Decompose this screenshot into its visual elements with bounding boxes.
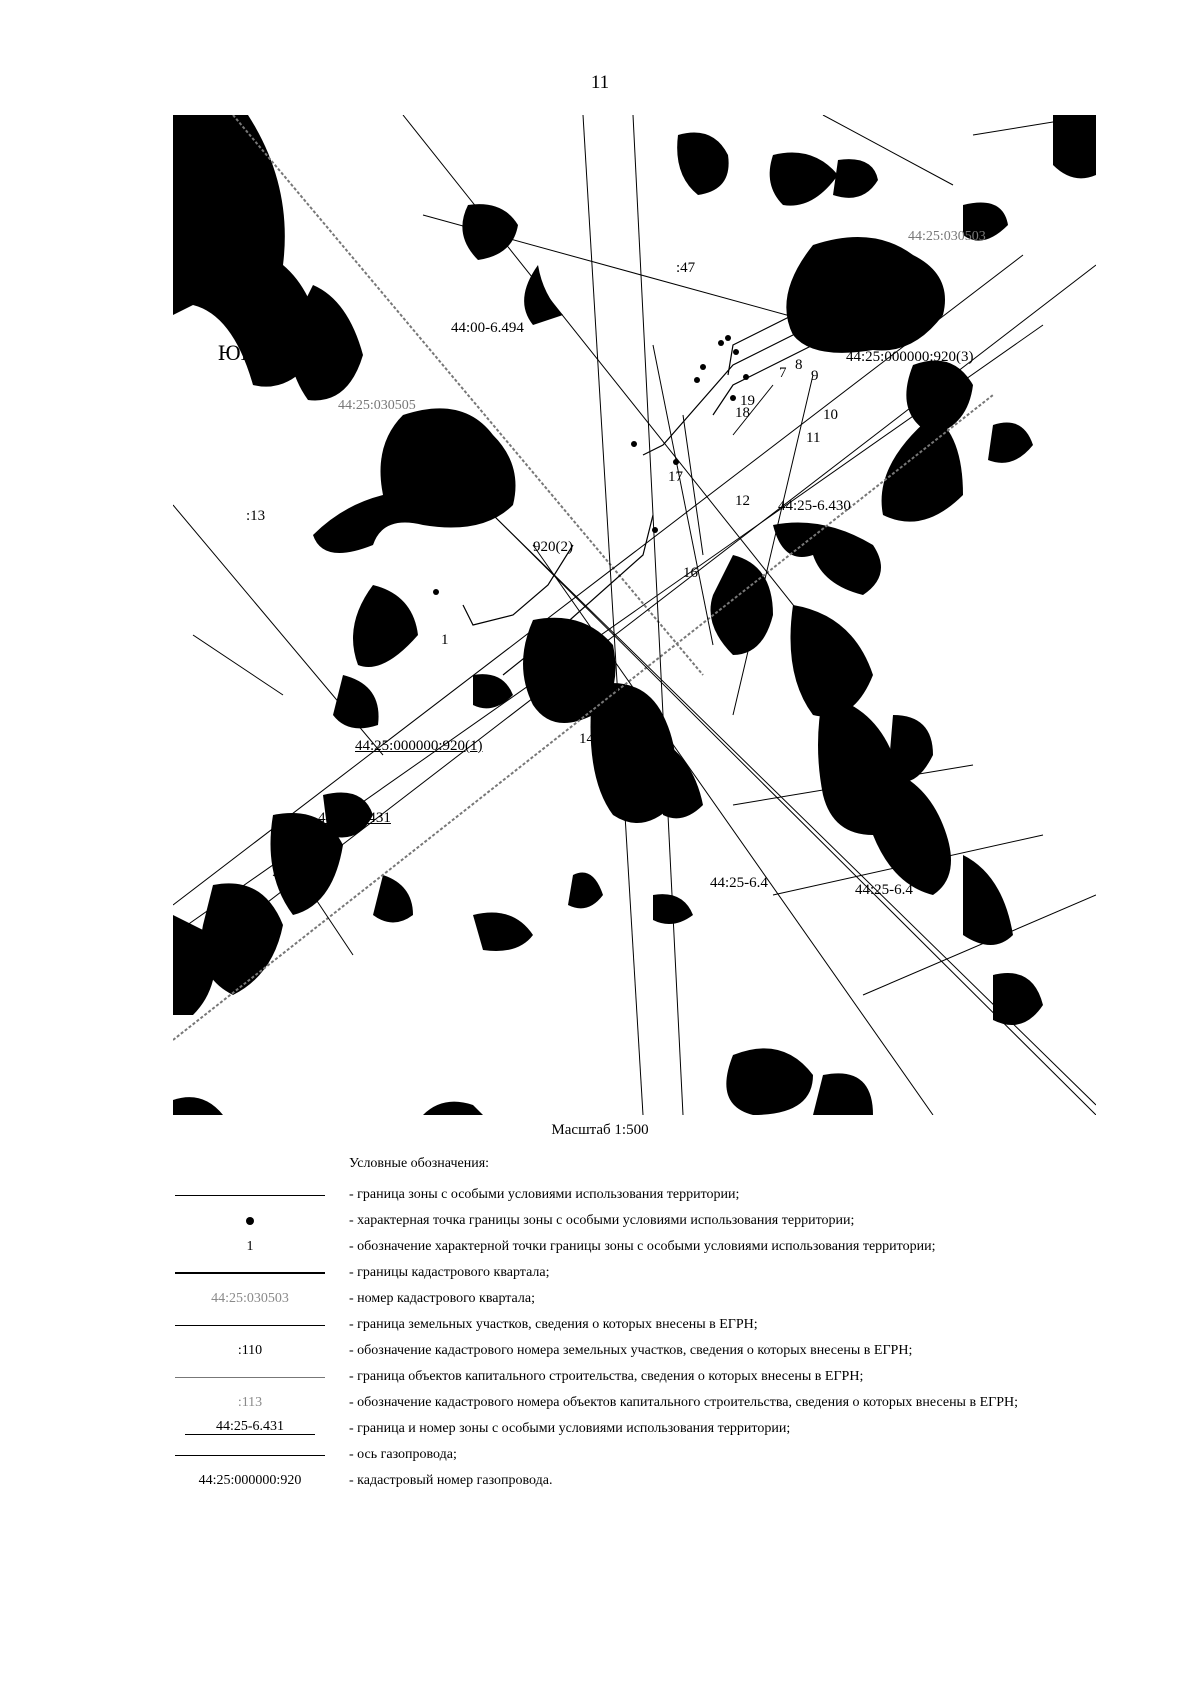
label-zone-44: 44:25-6.4 (855, 882, 913, 898)
point-16-marker (652, 527, 658, 533)
point-label-3: 3 (545, 670, 553, 686)
point-11-marker (730, 395, 736, 401)
label-gas-1: 44:25:000000:920(1) (355, 738, 483, 754)
legend-text: - границы кадастрового квартала; (349, 1265, 550, 1280)
legend-symbol-building-number: :113 (237, 1395, 263, 1410)
point-label-19: 19 (740, 393, 755, 409)
point-label-12: 12 (735, 493, 750, 509)
legend-symbol-point (175, 1208, 325, 1234)
point-label-8: 8 (795, 357, 803, 373)
legend-symbol-gas-axis (175, 1442, 325, 1468)
legend-row (0, 1390, 1200, 1416)
point-4-marker (560, 639, 566, 645)
legend-row (0, 1208, 1200, 1234)
legend-row (0, 1338, 1200, 1364)
point-8-marker (725, 335, 731, 341)
point-label-17: 17 (668, 469, 683, 485)
legend-symbol-quarter-boundary (175, 1260, 325, 1286)
point-1-marker (433, 589, 439, 595)
legend-symbol-quarter-number: 44:25:030503 (211, 1291, 289, 1306)
label-parcel-47: :47 (676, 260, 696, 276)
legend-row (0, 1312, 1200, 1338)
label-gas-3: 44:25:000000:920(3) (846, 349, 974, 365)
legend-text: - кадастровый номер газопровода. (349, 1473, 553, 1488)
legend-text: - граница и номер зоны с особыми условиями использования территории; (349, 1421, 791, 1436)
point-9-marker (733, 349, 739, 355)
point-label-18: 18 (735, 405, 750, 421)
scale-label: Масштаб 1:500 (551, 1122, 649, 1138)
point-14-marker (583, 652, 589, 658)
legend-row (0, 1442, 1200, 1468)
legend-text: - граница зоны с особыми условиями использования территории; (349, 1187, 740, 1202)
legend-text: - обозначение характерной точки границы зоны с особыми условиями использования территории; (349, 1239, 936, 1254)
map-frame[interactable] (173, 115, 1096, 1115)
point-label-11: 11 (806, 430, 821, 446)
legend-row (0, 1468, 1200, 1494)
point-label-5: 5 (570, 658, 578, 674)
page-number: 11 (590, 72, 610, 93)
legend-text: - обозначение кадастрового номера объектов капитального строительства, сведения о которых внесены в ЕГРН; (349, 1395, 1019, 1410)
label-quarter-left: 44:25:030505 (338, 398, 416, 413)
label-zone-431: 44:25-6.431 (318, 810, 391, 826)
legend-symbol-building-boundary (175, 1364, 325, 1390)
parcel-boundaries (173, 115, 1096, 1115)
legend-text: - обозначение кадастрового номера земельных участков, сведения о которых внесены в ЕГРН; (349, 1343, 913, 1358)
point-17-marker (631, 441, 637, 447)
point-label-9: 9 (811, 368, 819, 384)
legend-title: Условные обозначения: (349, 1156, 490, 1171)
legend-row (0, 1286, 1200, 1312)
legend-symbol-parcel-boundary (175, 1312, 325, 1338)
point-3-marker (557, 629, 563, 635)
label-zone-430: 44:25-6.430 (778, 498, 851, 514)
label-quarter-top: 44:25:030503 (908, 229, 986, 244)
legend-zone-number-text: 44:25-6.431 (215, 1419, 285, 1434)
legend-row (0, 1182, 1200, 1208)
quarter-boundary-line-2 (173, 395, 993, 1040)
legend-text: - номер кадастрового квартала; (349, 1291, 535, 1306)
point-label-10: 10 (823, 407, 838, 423)
north-label: С (221, 118, 236, 143)
point-label-16: 16 (683, 565, 698, 581)
label-zone-4: 44:25-6.4 (710, 875, 768, 891)
point-12-marker (673, 459, 679, 465)
point-5-marker (570, 644, 576, 650)
legend-symbol-gas-number: 44:25:000000:920 (198, 1473, 302, 1488)
legend-symbol-parcel-number: :110 (237, 1343, 263, 1358)
label-zone-494: 44:00-6.494 (451, 320, 524, 336)
point-label-7: 7 (779, 365, 787, 381)
label-gas-2: 920(2) (533, 539, 573, 555)
legend-symbol-zone-number (175, 1416, 325, 1442)
label-parcel-13: :13 (246, 508, 266, 524)
map-canvas (173, 115, 1096, 1115)
south-label: ЮГ (218, 340, 254, 365)
legend-text: - ось газопровода; (349, 1447, 457, 1462)
point-label-14: 14 (579, 731, 594, 747)
legend-text: - характерная точка границы зоны с особыми условиями использования территории; (349, 1213, 855, 1228)
legend-symbol-zone-boundary (175, 1182, 325, 1208)
legend-symbol-point-number: 1 (246, 1239, 254, 1254)
quarter-boundary-line (233, 115, 703, 675)
point-7-marker (718, 340, 724, 346)
point-label-1: 1 (441, 632, 449, 648)
legend-row (0, 1260, 1200, 1286)
point-18-marker (694, 377, 700, 383)
legend-text: - граница земельных участков, сведения о которых внесены в ЕГРН; (349, 1317, 758, 1332)
point-label-4: 4 (558, 660, 566, 676)
legend-row (0, 1234, 1200, 1260)
point-10-marker (743, 374, 749, 380)
legend-row (0, 1364, 1200, 1390)
point-19-marker (700, 364, 706, 370)
legend-text: - граница объектов капитального строительства, сведения о которых внесены в ЕГРН; (349, 1369, 864, 1384)
legend-row (0, 1416, 1200, 1442)
